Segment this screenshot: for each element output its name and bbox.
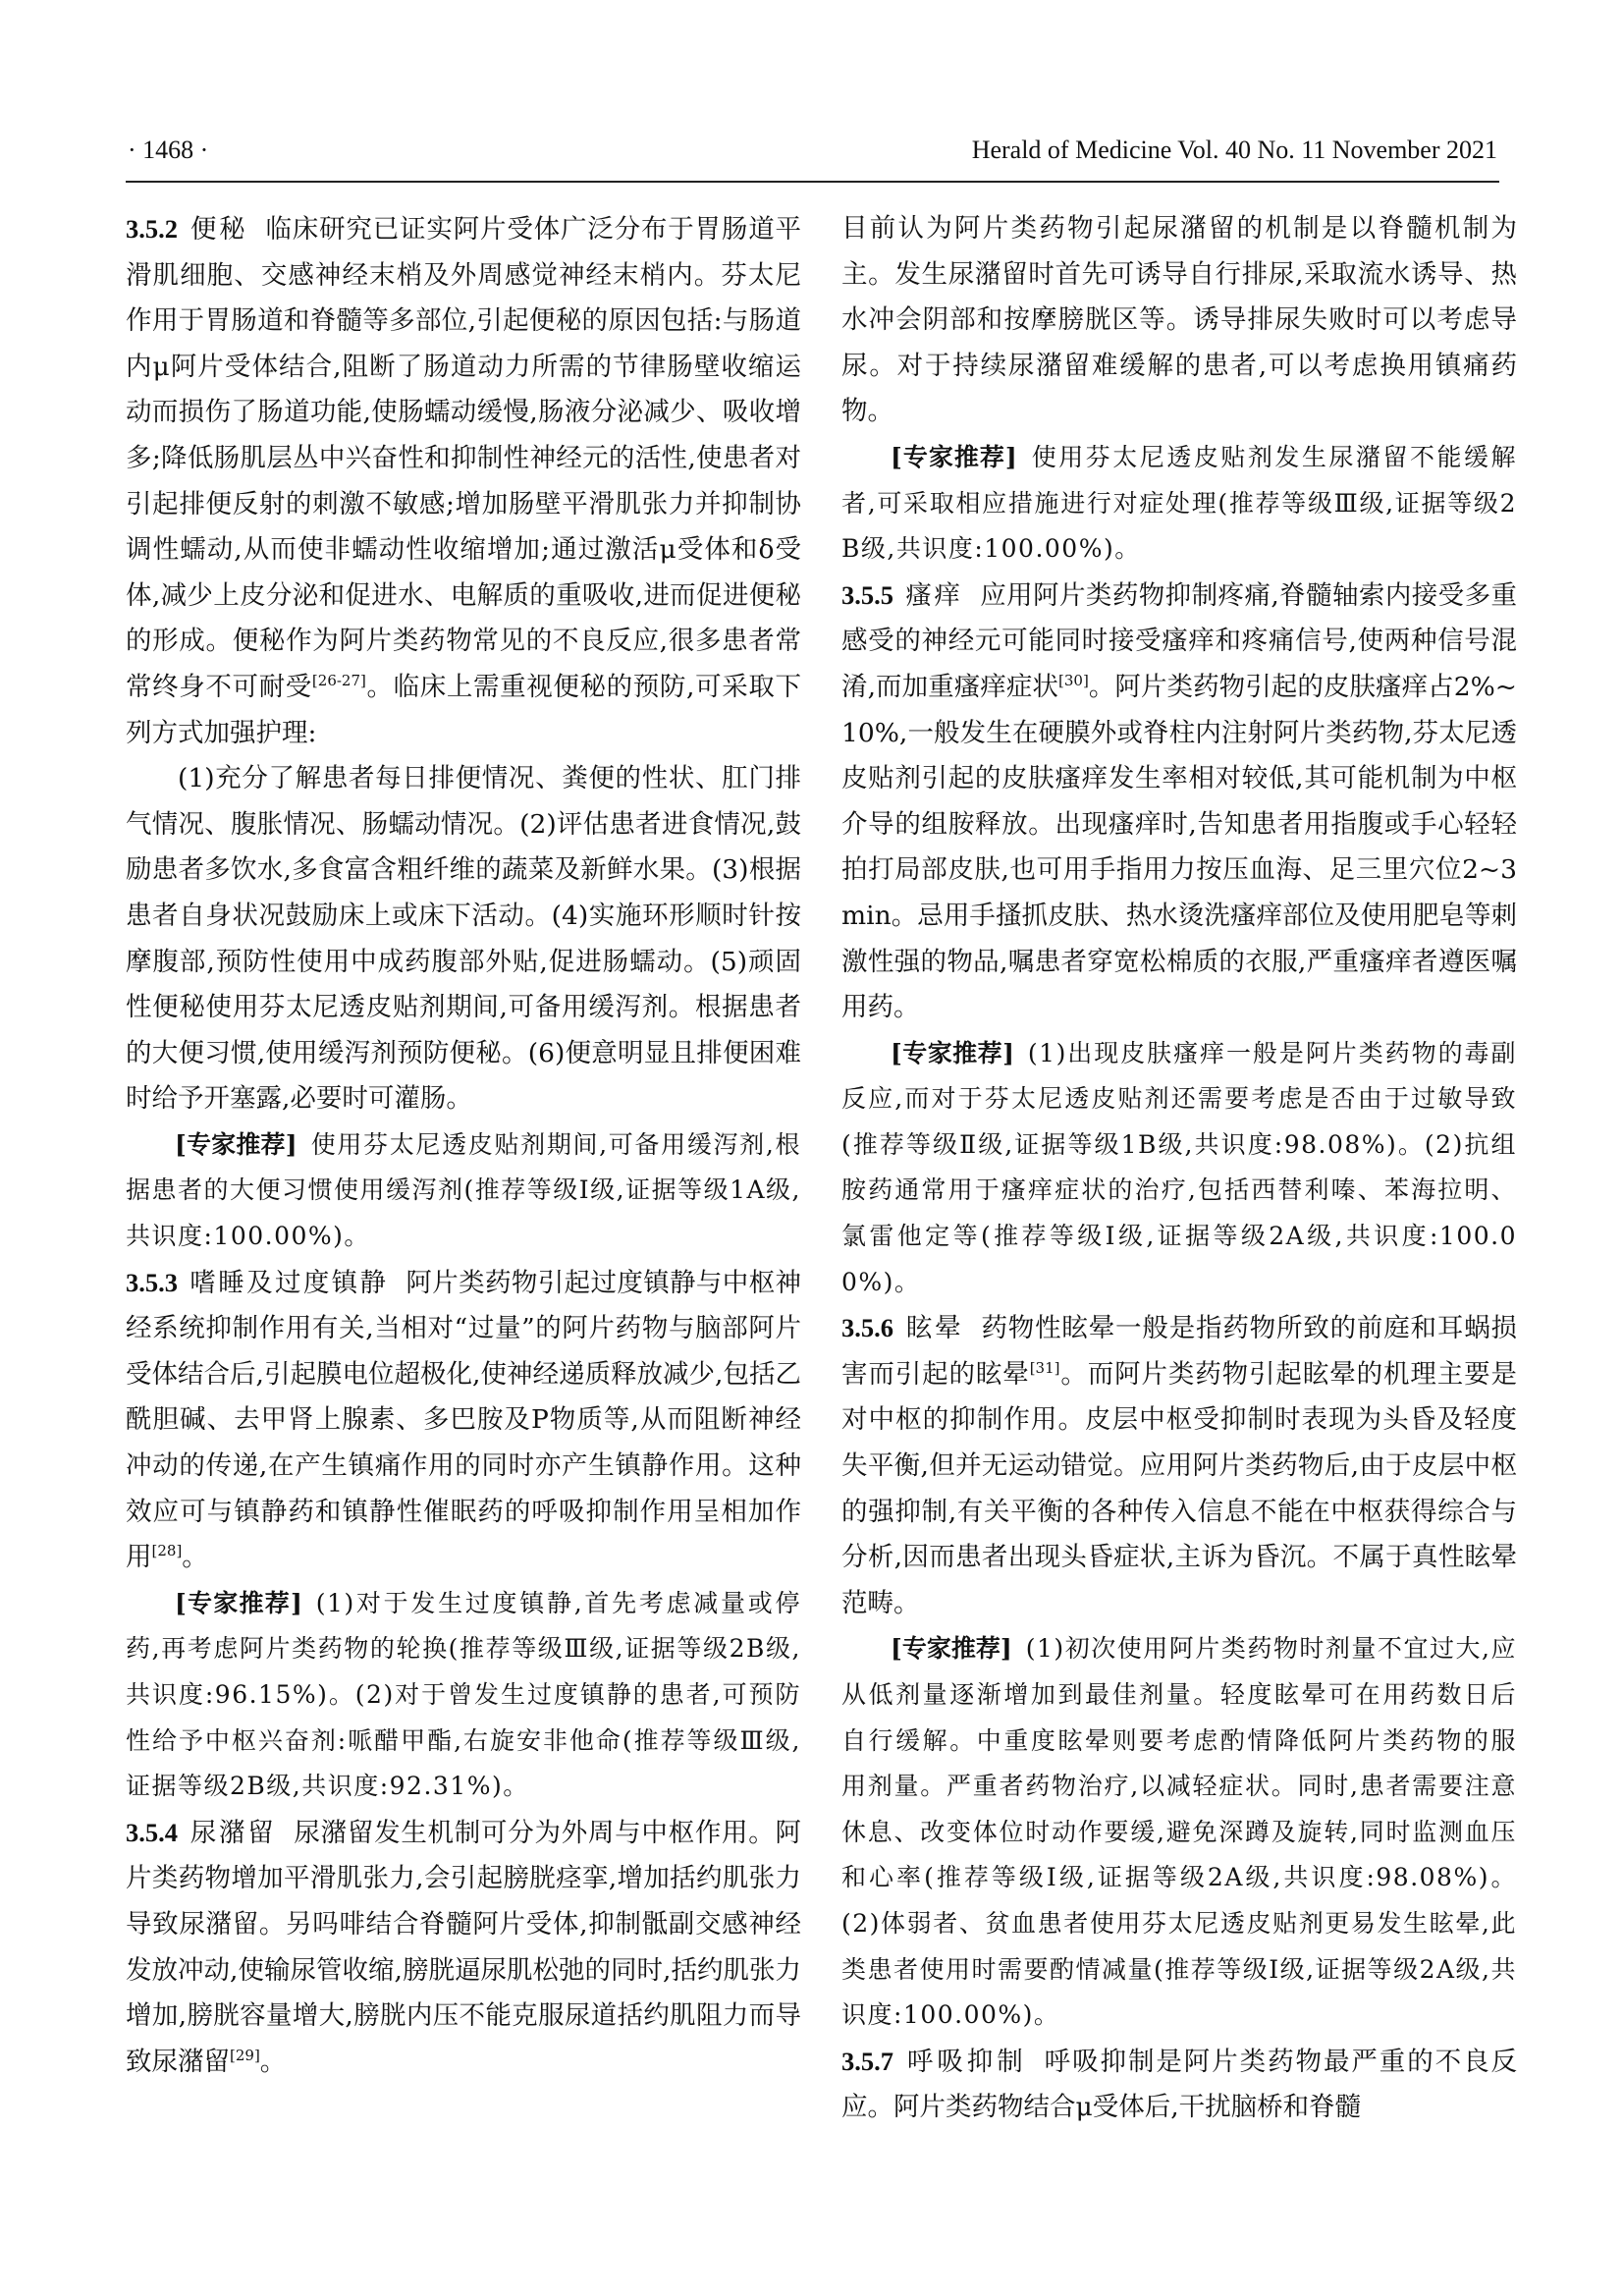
recommendation-text: (1)初次使用阿片类药物时剂量不宜过大,应从低剂量逐渐增加到最佳剂量。轻度眩晕可在用药数日后自行缓解。中重度眩晕则要考虑酌情降低阿片类药物的服用剂量。严重者药物治疗,以减轻症状。同时,患者需要注意休息、改变体位时动作要缓,避免深蹲及旋转,同时监测血压和心率(推荐等级Ⅰ级,证据等级2A级,共识度:98.08%)。(2)体弱者、贫血患者使用芬太尼透皮贴剂更易发生眩晕,此类患者使用时需要酌情减量(推荐等级Ⅰ级,证据等级2A级,共识度:100.00%)。 xyxy=(841,1634,1517,2030)
page-number: · 1468 · xyxy=(128,136,209,164)
paragraph-text: 。 xyxy=(259,2046,287,2077)
section-title: 便秘 xyxy=(189,214,248,245)
paragraph-text: 。 xyxy=(182,1542,208,1573)
paragraph-text: 呼吸抑制是阿片类药物最严重的不良反应。阿片类药物结合μ受体后,干扰脑桥和脊髓 xyxy=(841,2046,1518,2123)
section-number: 3.5.2 xyxy=(126,214,178,244)
section-3-5-3 xyxy=(126,1260,801,1581)
section-title: 呼吸抑制 xyxy=(905,2046,1027,2077)
header-rule xyxy=(126,181,1499,183)
paragraph-text: 临床研究已证实阿片受体广泛分布于胃肠道平滑肌细胞、交感神经末梢及外周感觉神经末梢内。芬太尼作用于胃肠道和脊髓等多部位,引起便秘的原因包括:与肠道内μ阿片受体结合,阻断了肠道动力所需的节律肠壁收缩运动而损伤了肠道功能,使肠蠕动缓慢,肠液分泌减少、吸收增多;降低肠肌层丛中兴奋性和抑制性神经元的活性,使患者对引起排便反射的刺激不敏感;增加肠壁平滑肌张力并抑制协调性蠕动,从而使非蠕动性收缩增加;通过激活μ受体和δ受体,减少上皮分泌和促进水、电解质的重吸收,进而促进便秘的形成。便秘作为阿片类药物常见的不良反应,很多患者常常终身不可耐受 xyxy=(126,214,802,702)
expert-recommendation xyxy=(126,1581,801,1810)
recommendation-text: (1)出现皮肤瘙痒一般是阿片类药物的毒副反应,而对于芬太尼透皮贴剂还需要考虑是否由于过敏导致(推荐等级Ⅱ级,证据等级1B级,共识度:98.08%)。(2)抗组胺药通常用于瘙痒症状的治疗,包括西替利嗪、苯海拉明、氯雷他定等(推荐等级Ⅰ级,证据等级2A级,共识度:100.00%)。 xyxy=(841,1038,1517,1296)
paragraph-text: 药物性眩晕一般是指药物所致的前庭和耳蜗损害而引起的眩晕 xyxy=(841,1313,1518,1390)
recommendation-text: (1)对于发生过度镇静,首先考虑减量或停药,再考虑阿片类药物的轮换(推荐等级Ⅲ级,证据等级2B级,共识度:96.15%)。(2)对于曾发生过度镇静的患者,可预防性给予中枢兴奋剂:哌醋甲酯,右旋安非他命(推荐等级Ⅲ级,证据等级2B级,共识度:92.31%)。 xyxy=(126,1588,801,1801)
expert-recommendation xyxy=(841,1626,1517,2038)
right-column xyxy=(841,206,1517,2131)
expert-recommendation xyxy=(841,435,1517,573)
section-number: 3.5.5 xyxy=(841,579,893,610)
citation-ref: [28] xyxy=(151,1542,183,1560)
paragraph-text: 尿潴留发生机制可分为外周与中枢作用。阿片类药物增加平滑肌张力,会引起膀胱痉挛,增加括约肌张力导致尿潴留。另吗啡结合脊髓阿片受体,抑制骶副交感神经发放冲动,使输尿管收缩,膀胱逼尿肌松弛的同时,括约肌张力增加,膀胱容量增大,膀胱内压不能克服尿道括约肌阻力而导致尿潴留 xyxy=(126,1817,802,2077)
recommendation-label: [专家推荐] xyxy=(175,1588,302,1617)
recommendation-label: [专家推荐] xyxy=(891,1038,1014,1067)
section-3-5-7 xyxy=(841,2039,1517,2131)
section-3-5-5 xyxy=(841,573,1517,1031)
section-title: 眩晕 xyxy=(905,1313,964,1344)
paragraph-text: 。临床上需重视便秘的预防,可采取下列方式加强护理: xyxy=(126,671,802,748)
section-number: 3.5.7 xyxy=(841,2046,893,2076)
citation-ref: [26-27] xyxy=(311,672,366,690)
section-3-5-2 xyxy=(126,206,801,756)
citation-ref: [30] xyxy=(1058,672,1089,690)
citation-ref: [31] xyxy=(1029,1359,1060,1378)
expert-recommendation xyxy=(126,1122,801,1260)
recommendation-text: 使用芬太尼透皮贴剂期间,可备用缓泻剂,根据患者的大便习惯使用缓泻剂(推荐等级Ⅰ级,证据等级1A级,共识度:100.00%)。 xyxy=(126,1129,801,1251)
expert-recommendation xyxy=(841,1031,1517,1306)
section-number: 3.5.4 xyxy=(126,1817,178,1847)
left-column xyxy=(126,206,801,2085)
paragraph-text: 应用阿片类药物抑制疼痛,脊髓轴索内接受多重感受的神经元可能同时接受瘙痒和疼痛信号,使两种信号混淆,而加重瘙痒症状 xyxy=(841,579,1517,702)
section-title: 尿潴留 xyxy=(189,1817,277,1848)
constipation-care-list: (1)充分了解患者每日排便情况、粪便的性状、肛门排气情况、腹胀情况、肠蠕动情况。(2)评估患者进食情况,鼓励患者多饮水,多食富含粗纤维的蔬菜及新鲜水果。(3)根据患者自身状况鼓励床上或床下活动。(4)实施环形顺时针按摩腹部,预防性使用中成药腹部外贴,促进肠蠕动。(5)顽固性便秘使用芬太尼透皮贴剂期间,可备用缓泻剂。根据患者的大便习惯,使用缓泻剂预防便秘。(6)便意明显且排便困难时给予开塞露,必要时可灌肠。 xyxy=(126,763,801,1115)
recommendation-label: [专家推荐] xyxy=(175,1129,298,1159)
page-header xyxy=(128,136,1497,175)
section-3-5-6 xyxy=(841,1305,1517,1626)
recommendation-label: [专家推荐] xyxy=(891,442,1017,471)
section-number: 3.5.3 xyxy=(126,1267,178,1297)
paragraph-text: 。阿片类药物引起的皮肤瘙痒占2%~10%,一般发生在硬膜外或脊柱内注射阿片类药物,芬太尼透皮贴剂引起的皮肤瘙痒发生率相对较低,其可能机制为中枢介导的组胺释放。出现瘙痒时,告知患者用指腹或手心轻轻拍打局部皮肤,也可用手指用力按压血海、足三里穴位2~3 min。忌用手搔抓皮肤、热水烫洗瘙痒部位及使用肥皂等刺激性强的物品,嘱患者穿宽松棉质的衣服,严重瘙痒者遵医嘱用药。 xyxy=(841,671,1517,1023)
section-title: 瘙痒 xyxy=(905,579,963,611)
section-3-5-4-continued: 目前认为阿片类药物引起尿潴留的机制是以脊髓机制为主。发生尿潴留时首先可诱导自行排尿,采取流水诱导、热水冲会阴部和按摩膀胱区等。诱导排尿失败时可以考虑导尿。对于持续尿潴留难缓解的患者,可以考虑换用镇痛药物。 xyxy=(841,213,1517,427)
citation-ref: [29] xyxy=(230,2046,260,2064)
paragraph-text: 阿片类药物引起过度镇静与中枢神经系统抑制作用有关,当相对“过量”的阿片药物与脑部阿片受体结合后,引起膜电位超极化,使神经递质释放减少,包括乙酰胆碱、去甲肾上腺素、多巴胺及P物质等,从而阻断神经冲动的传递,在产生镇痛作用的同时亦产生镇静作用。这种效应可与镇静药和镇静性催眠药的呼吸抑制作用呈相加作用 xyxy=(126,1267,802,1573)
section-number: 3.5.6 xyxy=(841,1313,893,1343)
section-3-5-4 xyxy=(126,1810,801,2086)
journal-citation: Herald of Medicine Vol. 40 No. 11 November 2021 xyxy=(971,136,1497,164)
recommendation-text: 使用芬太尼透皮贴剂发生尿潴留不能缓解者,可采取相应措施进行对症处理(推荐等级Ⅲ级,证据等级2B级,共识度:100.00%)。 xyxy=(841,442,1517,564)
paragraph-text: 。而阿片类药物引起眩晕的机理主要是对中枢的抑制作用。皮层中枢受抑制时表现为头昏及轻度失平衡,但并无运动错觉。应用阿片类药物后,由于皮层中枢的强抑制,有关平衡的各种传入信息不能在中枢获得综合与分析,因而患者出现头昏症状,主诉为昏沉。不属于真性眩晕范畴。 xyxy=(841,1358,1518,1618)
recommendation-label: [专家推荐] xyxy=(891,1634,1012,1664)
section-title: 嗜睡及过度镇静 xyxy=(189,1267,389,1298)
